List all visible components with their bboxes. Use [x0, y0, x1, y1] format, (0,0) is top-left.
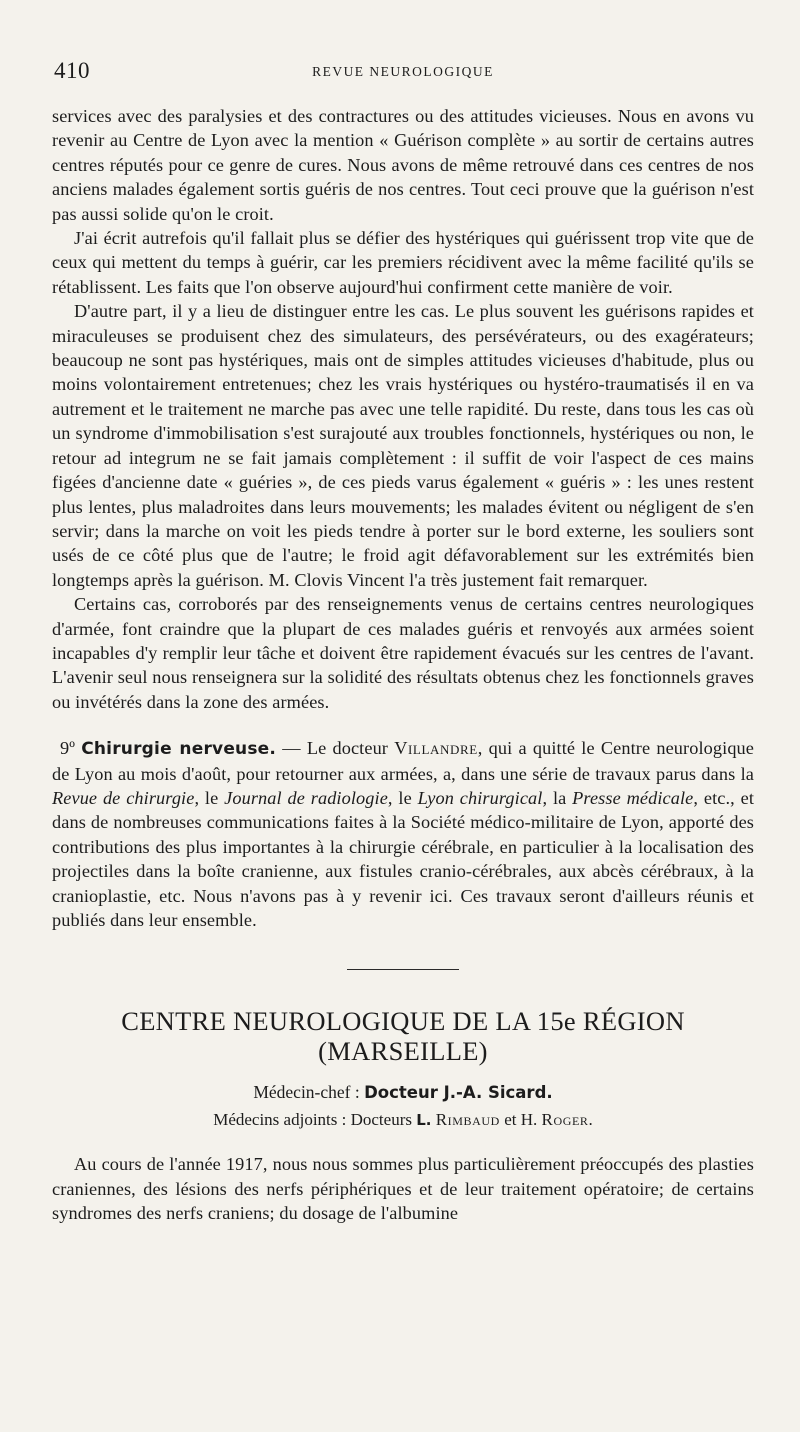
page-header: [52, 58, 754, 84]
adjoints-label: Médecins adjoints : Docteurs: [213, 1110, 417, 1130]
adjoint-initial: L.: [416, 1111, 432, 1130]
section-title: Chirurgie nerveuse.: [81, 739, 277, 760]
section-chirurgie-nerveuse: [52, 736, 754, 932]
adjoint-name: Roger: [541, 1110, 589, 1130]
journal-reference: Presse médicale: [572, 787, 694, 808]
chief-label: Médecin-chef :: [253, 1082, 365, 1103]
adjoints-end: .: [588, 1110, 593, 1130]
medecin-chef-line: [52, 1080, 754, 1105]
medecins-adjoints-line: [52, 1108, 754, 1132]
chief-name: Docteur J.-A. Sicard.: [364, 1083, 553, 1103]
section-divider: [347, 969, 459, 970]
journal-title: REVUE NEUROLOGIQUE: [312, 64, 494, 79]
paragraph: services avec des paralysies et des contractures ou des attitudes vicieuses. Nous en avons vu revenir au Centre de Lyon avec la mention « Guérison complète » au sortir de certains autres centres réputés pour ce genre de cures. Nous avons de même retrouvé dans ces centres de nos anciens malades également sortis guéris de nos centres. Tout ceci prouve que la guérison n'est pas aussi solide qu'on le croit.: [52, 106, 754, 224]
journal-reference: Lyon chirurgical: [417, 787, 543, 808]
section-text: — Le docteur: [276, 738, 395, 759]
adjoint-name: Rimbaud: [435, 1110, 500, 1130]
paragraph: J'ai écrit autrefois qu'il fallait plus se défier des hystériques qui guérissent trop vite que de ceux qui mettent du temps à guérir, car les premiers récidivent avec la même facilité qu'ils se rétablissent. Les faits que l'on observe aujourd'hui confirment cette manière de voir.: [52, 228, 754, 297]
page-number: 410: [54, 58, 90, 83]
paragraph: Certains cas, corroborés par des renseignements venus de certains centres neurologiques d'armée, font craindre que la plupart de ces malades guéris et renvoyés aux armées soient incapables d'y remplir leur tâche et doivent être rapidement évacués sur les centres de l'avant. L'avenir seul nous renseignera sur la solidité des résultats obtenus chez les fonctionnels graves ou invétérés dans la zone des armées.: [52, 594, 754, 712]
journal-reference: Journal de radiologie: [224, 787, 388, 808]
adjoints-and: et: [499, 1110, 521, 1130]
journal-reference: Revue de chirurgie: [52, 787, 195, 808]
author-name: Villandre: [394, 738, 478, 759]
centre-intro-paragraph: Au cours de l'année 1917, nous nous sommes plus particulièrement préoccupés des plasties craniennes, des lésions des nerfs périphériques et de leur traitement opératoire; de certains syndromes des nerfs craniens; du dosage de l'albumine: [52, 1154, 754, 1224]
section-text: , qui a quitté le Centre neurologique de Lyon au mois d'août, pour retourner aux armées, a, dans une série de travaux parus dans la: [52, 738, 755, 784]
section-text: , etc., et dans de nombreuses communications faites à la Société médico-militaire de Lyon, apporté des contributions des plus importantes à la chirurgie cérébrale, en particulier à la localisation des projectiles dans la boîte cranienne, aux fistules cranio-cérébrales, aux abcès cérébraux, à la cranioplastie, etc. Nous n'avons pas à y revenir ici. Ces travaux seront d'ailleurs réunis et publiés dans leur ensemble.: [52, 787, 754, 930]
section-text: , le: [387, 787, 418, 808]
section-number: 9º: [60, 738, 76, 759]
adjoint-initial: H.: [520, 1110, 538, 1130]
section-text: , la: [542, 787, 573, 808]
paragraph: D'autre part, il y a lieu de distinguer entre les cas. Le plus souvent les guérisons rapides et miraculeuses se produisent chez des simulateurs, des persévérateurs, ou des exagérateurs; beaucoup ne sont pas hystériques, mais ont de simples attitudes vicieuses d'habitude, plus ou moins volontairement entretenues; chez les vrais hystériques ou hystéro-traumatisés il en va autrement et le traitement ne marche pas avec une telle rapidité. Du reste, dans tous les cas où un syndrome d'immobilisation s'est surajouté aux troubles fonctionnels, hystériques ou non, le retour ad integrum ne se fait jamais complètement : il suffit de voir l'aspect de ces mains figées d'ancienne date « guéries », de ces pieds varus également « guéris » : les unes restent plus lentes, plus maladroites dans leurs mouvements; les malades évitent ou négligent de s'en servir; dans la marche on voit les pieds tendre à porter sur le bord externe, les souliers sont usés de ce côté plus que de l'autre; le froid agit défavorablement sur les extrémités bien longtemps après la guérison. M. Clovis Vincent l'a très justement fait remarquer.: [52, 301, 754, 590]
centre-title: CENTRE NEUROLOGIQUE DE LA 15e RÉGION (MARSEILLE): [121, 1006, 685, 1067]
section-text: , le: [194, 787, 225, 808]
